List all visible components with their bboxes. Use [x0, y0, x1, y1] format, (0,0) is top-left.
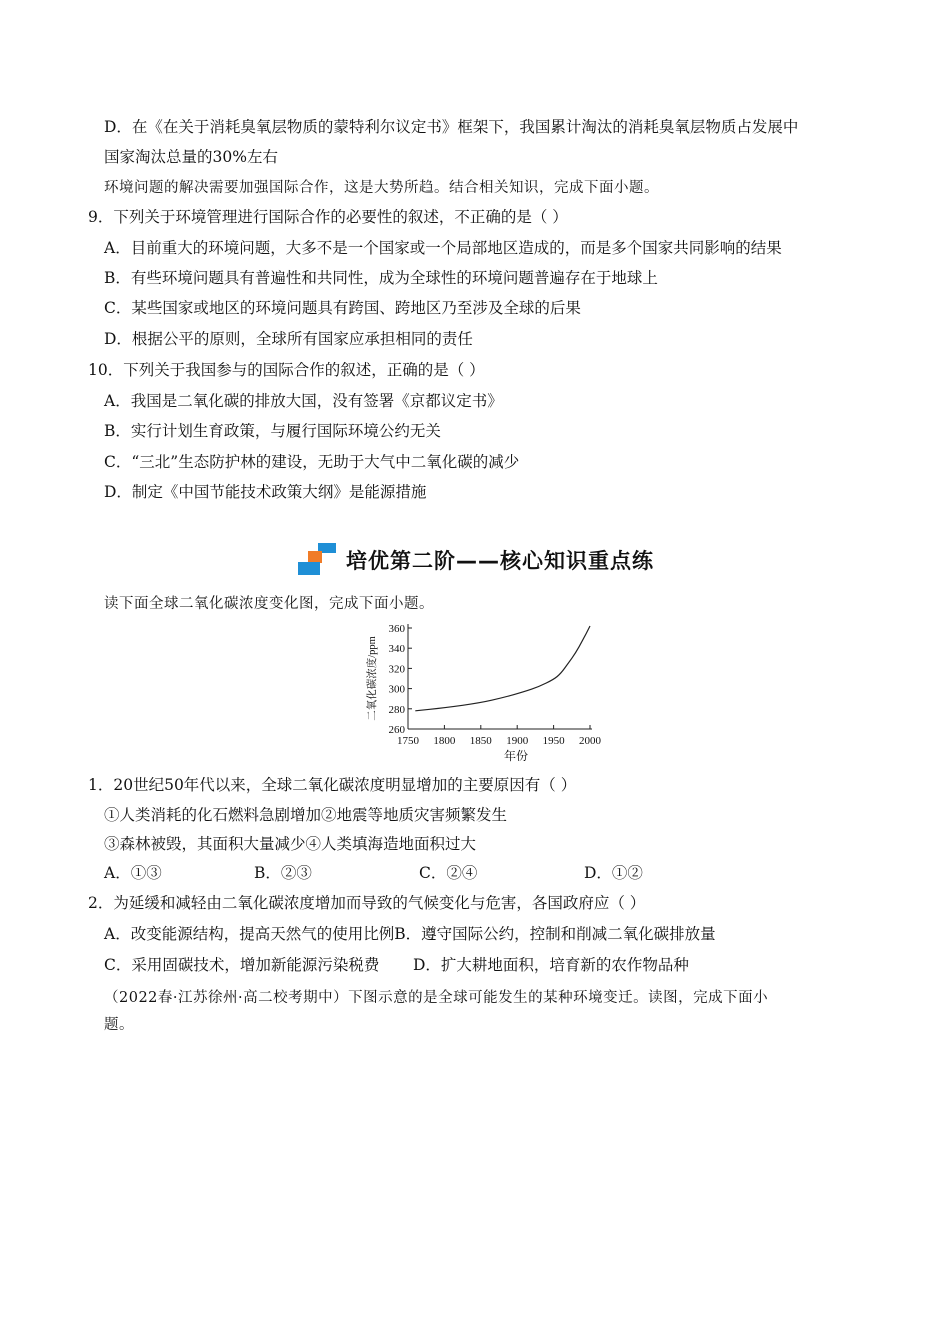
question-2-stem: 2．为延缓和减轻由二氧化碳浓度增加而导致的气候变化与危害，各国政府应（ ） — [88, 894, 646, 912]
question-10-option-b: B．实行计划生育政策，与履行国际环境公约无关 — [104, 422, 441, 440]
chart-y-tick-label: 280 — [388, 703, 405, 716]
svg-text:二氧化碳浓度/ppm: 二氧化碳浓度/ppm — [367, 636, 378, 721]
section-heading — [298, 543, 654, 577]
question-2-option-a: A．改变能源结构，提高天然气的使用比例 — [104, 925, 395, 943]
section-title: 培优第二阶——核心知识重点练 — [346, 549, 654, 573]
chart-y-axis-label — [365, 636, 378, 721]
question-1-option-c: C．②④ — [419, 864, 478, 882]
question-1-option-b: B．②③ — [254, 864, 312, 882]
intro-text-3-line2: 题。 — [104, 1017, 134, 1033]
question-9-stem: 9．下列关于环境管理进行国际合作的必要性的叙述，不正确的是（ ） — [88, 208, 568, 226]
chart-series-line — [415, 626, 590, 711]
question-1-option-a: A．①③ — [104, 864, 162, 882]
question-9-option-d: D．根据公平的原则，全球所有国家应承担相同的责任 — [104, 330, 473, 348]
question-9-option-c: C．某些国家或地区的环境问题具有跨国、跨地区乃至涉及全球的后果 — [104, 299, 581, 317]
question-2-option-b: B．遵守国际公约，控制和削减二氧化碳排放量 — [394, 925, 716, 943]
question-1-statement-2: ③森林被毁，其面积大量减少④人类填海造地面积过大 — [104, 835, 477, 853]
question-10-option-d: D．制定《中国节能技术政策大纲》是能源措施 — [104, 483, 427, 501]
prev-option-d-line1: D．在《在关于消耗臭氧层物质的蒙特利尔议定书》框架下，我国累计淘汰的消耗臭氧层物质占发展中 — [104, 118, 799, 136]
chart-x-tick-label: 1900 — [506, 735, 529, 747]
co2-concentration-chart — [360, 616, 610, 766]
intro-text-1: 环境问题的解决需要加强国际合作，这是大势所趋。结合相关知识，完成下面小题。 — [104, 180, 659, 196]
question-1-statement-1: ①人类消耗的化石燃料急剧增加②地震等地质灾害频繁发生 — [104, 806, 508, 824]
intro-text-2: 读下面全球二氧化碳浓度变化图，完成下面小题。 — [104, 596, 434, 612]
prev-option-d-line2: 国家淘汰总量的30%左右 — [104, 148, 278, 166]
question-2-option-d: D．扩大耕地面积，培育新的农作物品种 — [413, 956, 689, 974]
question-1-option-d: D．①② — [584, 864, 643, 882]
question-2-options-ab — [104, 924, 716, 944]
question-9-option-a: A．目前重大的环境问题，大多不是一个国家或一个局部地区造成的，而是多个国家共同影响的结果 — [104, 239, 782, 257]
chart-x-tick-label: 1950 — [542, 735, 565, 747]
question-2-option-c: C．采用固碳技术，增加新能源污染税费 — [104, 956, 380, 974]
question-1-options — [104, 863, 643, 883]
chart-y-tick-label: 300 — [388, 683, 405, 696]
chart-y-tick-label: 360 — [388, 623, 405, 635]
chart-x-tick-label: 1750 — [397, 735, 419, 747]
chart-x-tick-label: 1850 — [469, 735, 492, 747]
question-10-stem: 10．下列关于我国参与的国际合作的叙述，正确的是（ ） — [88, 361, 485, 379]
chart-x-tick-label: 2000 — [579, 735, 601, 747]
intro-text-3-line1: （2022春·江苏徐州·高二校考期中）下图示意的是全球可能发生的某种环境变迁。读图，完成下面小 — [104, 990, 769, 1006]
chart-y-tick-label: 320 — [388, 663, 405, 676]
chart-x-tick-label: 1800 — [433, 735, 456, 747]
question-10-option-a: A．我国是二氧化碳的排放大国，没有签署《京都议定书》 — [104, 392, 503, 410]
chart-y-tick-label: 340 — [388, 643, 405, 656]
question-9-option-b: B．有些环境问题具有普遍性和共同性，成为全球性的环境问题普遍存在于地球上 — [104, 269, 658, 287]
section-blocks-icon — [298, 543, 338, 577]
chart-x-axis-label: 年份 — [503, 749, 529, 763]
question-1-stem: 1．20世纪50年代以来，全球二氧化碳浓度明显增加的主要原因有（ ） — [88, 776, 577, 794]
question-10-option-c: C．“三北”生态防护林的建设，无助于大气中二氧化碳的减少 — [104, 453, 520, 471]
question-2-options-cd — [104, 955, 689, 975]
chart-y-tick-label: 260 — [388, 724, 405, 736]
